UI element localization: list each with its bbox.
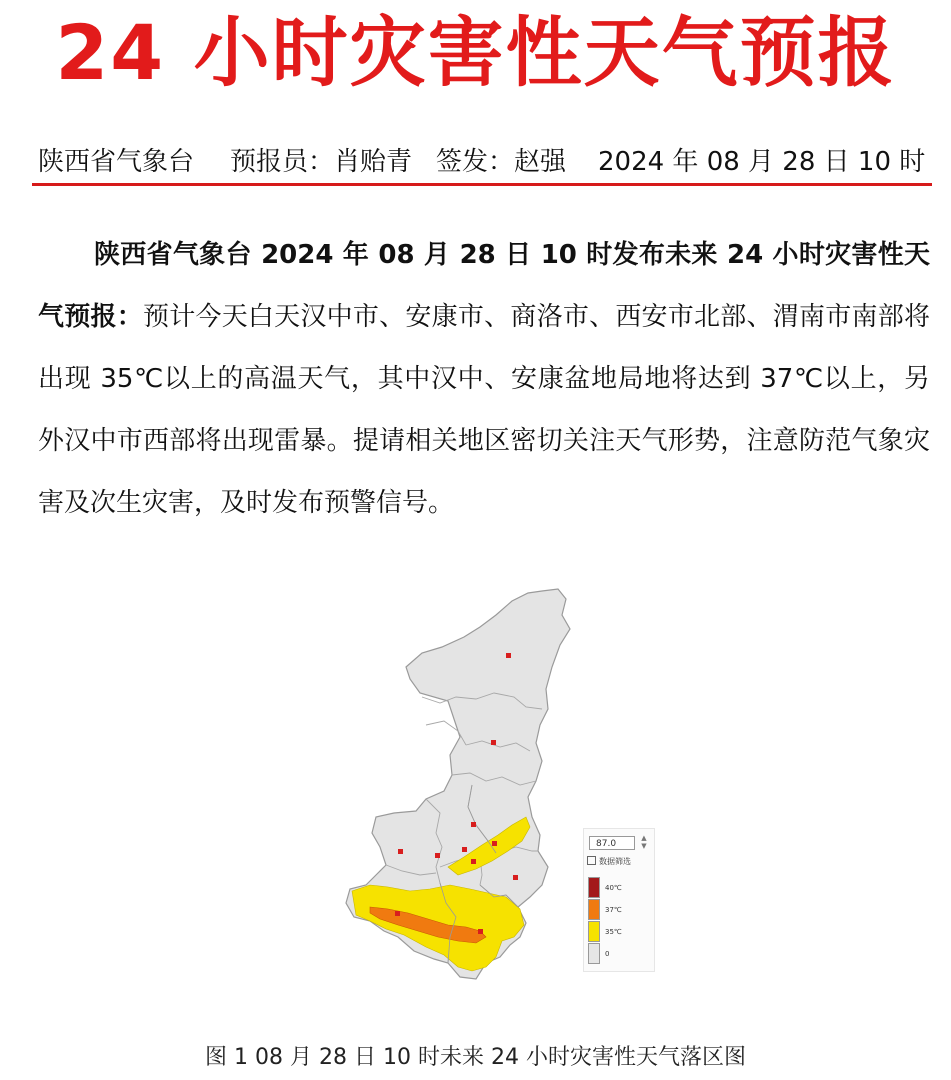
signer-name: 签发：赵强	[436, 147, 567, 177]
figure-caption: 图 1 08 月 28 日 10 时未来 24 小时灾害性天气落区图	[205, 1045, 746, 1070]
forecast-paragraph	[38, 224, 930, 534]
legend-item	[588, 921, 650, 942]
city-marker-shangluo	[513, 875, 518, 880]
city-marker-ankang	[478, 929, 483, 934]
legend-label: 0	[605, 950, 610, 958]
legend-item	[588, 943, 650, 964]
city-marker-tongchuan	[471, 822, 476, 827]
data-filter-checkbox[interactable]	[587, 856, 631, 867]
issue-time: 2024 年 08 月 28 日 10 时	[598, 147, 926, 177]
spinner-down-icon[interactable]: ▼	[641, 842, 647, 850]
document-title: 24 小时灾害性天气预报	[55, 8, 896, 97]
data-filter-label: 数据筛选	[599, 857, 631, 866]
city-marker-xianyang	[435, 853, 440, 858]
issuer-name: 陕西省气象台	[38, 147, 195, 177]
document-header	[38, 144, 926, 180]
legend-label: 40℃	[605, 884, 622, 892]
city-marker-weinan	[492, 841, 497, 846]
city-marker-xian-2	[471, 859, 476, 864]
map-legend	[583, 828, 655, 972]
legend-swatch	[588, 943, 600, 964]
city-marker-yanan	[491, 740, 496, 745]
legend-swatch	[588, 877, 600, 898]
city-marker-hanzhong	[395, 911, 400, 916]
legend-item	[588, 899, 650, 920]
city-marker-xian	[462, 847, 467, 852]
header-divider	[32, 183, 932, 186]
legend-value-input[interactable]: 87.0	[589, 836, 635, 850]
legend-swatch	[588, 899, 600, 920]
legend-swatch	[588, 921, 600, 942]
legend-label: 35℃	[605, 928, 622, 936]
legend-item	[588, 877, 650, 898]
city-marker-yulin	[506, 653, 511, 658]
forecaster-name: 预报员：肖贻青	[230, 147, 413, 177]
forecast-lead: 陕西省气象台 2024 年 08 月 28 日 10 时发布未来 24 小时灾害性天气预报：	[38, 240, 930, 332]
forecast-text: 预计今天白天汉中市、安康市、商洛市、西安市北部、渭南市南部将出现 35℃以上的高温天气，其中汉中、安康盆地局地将达到 37℃以上，另外汉中市西部将出现雷暴。提请相关地区密切关注天气形势，注意防范气象灾害及次生灾害，及时发布预警信号。	[38, 302, 930, 518]
legend-spinner[interactable]	[639, 834, 649, 852]
spinner-up-icon[interactable]: ▲	[641, 834, 647, 842]
legend-label: 37℃	[605, 906, 622, 914]
checkbox-icon[interactable]	[587, 856, 596, 865]
city-marker-baoji	[398, 849, 403, 854]
